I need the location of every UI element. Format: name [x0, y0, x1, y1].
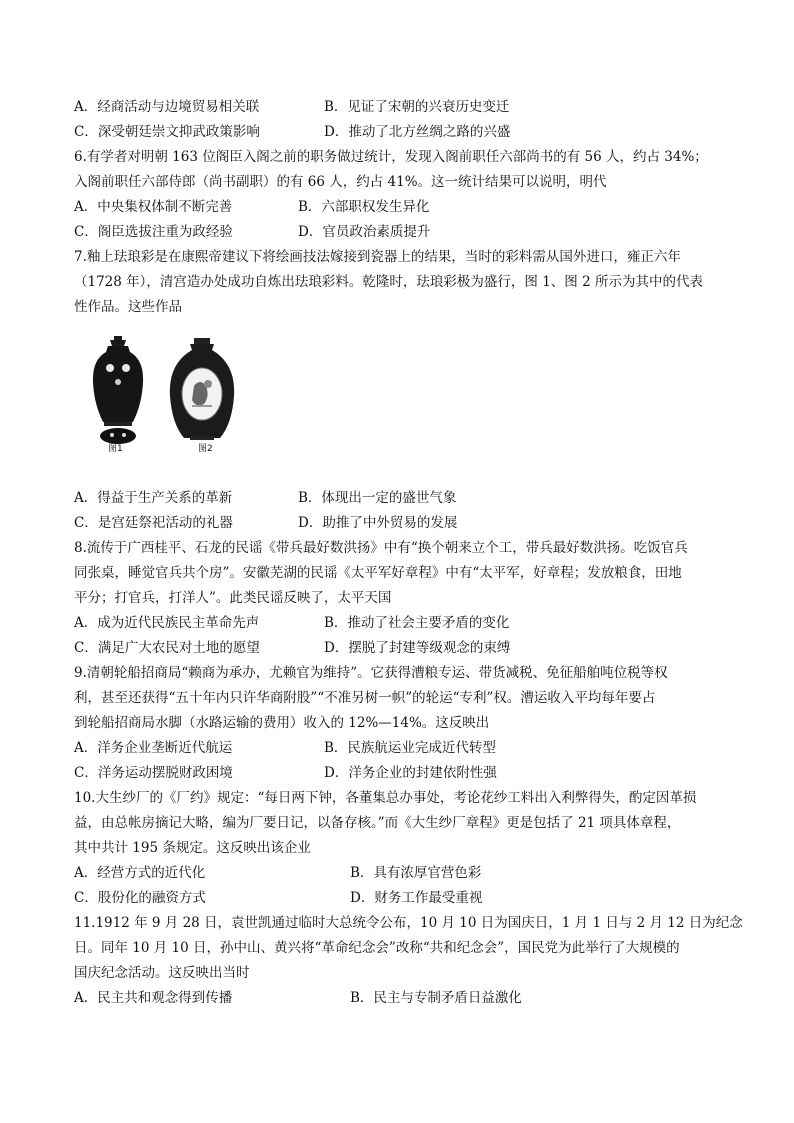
q10-stem-line-3: 其中共计 195 条规定。这反映出该企业: [74, 840, 311, 856]
q8-option-c[interactable]: C．满足广大农民对土地的愿望: [74, 640, 260, 656]
q8-stem-line-2: 同张桌，睡觉官兵共个房”。安徽芜湖的民谣《太平军好章程》中有“太平军，好章程；发放粮食，田地: [74, 565, 682, 581]
q9-stem-line-2: 利，甚至还获得“五十年内只许华商附股”“不准另树一帜”的轮运“专利”权。漕运收入平均每年要占: [74, 690, 656, 706]
q11-option-b[interactable]: B．民主与专制矛盾日益激化: [350, 990, 522, 1006]
q8-option-a[interactable]: A．成为近代民族民主革命先声: [74, 615, 260, 631]
q10-option-a[interactable]: A．经营方式的近代化: [74, 865, 206, 881]
q7-stem-line-3: 性作品。这些作品: [74, 299, 182, 315]
q9-option-b[interactable]: B．民族航运业完成近代转型: [324, 740, 496, 756]
q6-stem-line-2: 入阁前职任六部侍郎（尚书副职）的有 66 人，约占 41%。这一统计结果可以说明，明代: [74, 174, 607, 190]
q9-option-c[interactable]: C．洋务运动摆脱财政困境: [74, 765, 233, 781]
q7-option-b[interactable]: B．体现出一定的盛世气象: [298, 490, 457, 506]
q10-option-d[interactable]: D．财务工作最受重视: [350, 890, 483, 906]
q6-option-c[interactable]: C．阁臣选拔注重为政经验: [74, 224, 233, 240]
figure-1-vase-image: [88, 336, 148, 446]
q9-stem-line-1: 9.清朝轮船招商局“赖商为承办，尤赖官为维持”。它获得漕粮专运、带货减税、免征船舶吨位税等权: [74, 665, 668, 681]
figure-2-label: 图2: [198, 444, 213, 454]
q6-option-b[interactable]: B．六部职权发生异化: [298, 199, 430, 215]
q9-option-a[interactable]: A．洋务企业垄断近代航运: [74, 740, 233, 756]
q11-option-a[interactable]: A．民主共和观念得到传播: [74, 990, 233, 1006]
q7-option-c[interactable]: C．是宫廷祭祀活动的礼器: [74, 515, 233, 531]
q7-stem-line-2: （1728 年），清宫造办处成功自炼出珐琅彩料。乾隆时，珐琅彩极为盛行，图 1、图 2 所示为其中的代表: [74, 274, 703, 290]
figure-1-label: 图1: [108, 444, 123, 454]
q10-option-c[interactable]: C．股份化的融资方式: [74, 890, 206, 906]
q11-stem-line-2: 日。同年 10 月 10 日，孙中山、黄兴将“革命纪念会”改称“共和纪念会”，国民党为此举行了大规模的: [74, 940, 680, 956]
q6-option-d[interactable]: D．官员政治素质提升: [298, 224, 431, 240]
q9-option-d[interactable]: D．洋务企业的封建依附性强: [324, 765, 497, 781]
q10-stem-line-2: 益，由总帐房摘记大略，编为厂要日记，以备存核。”而《大生纱厂章程》更是包括了 21 项具体章程，: [74, 815, 681, 831]
q5-option-c[interactable]: C．深受朝廷崇文抑武政策影响: [74, 124, 260, 140]
q9-stem-line-3: 到轮船招商局水脚（水路运输的费用）收入的 12%—14%。这反映出: [74, 715, 490, 731]
q11-stem-line-3: 国庆纪念活动。这反映出当时: [74, 965, 250, 981]
q8-stem-line-3: 平分；打官兵，打洋人”。此类民谣反映了，太平天国: [74, 590, 392, 606]
q10-stem-line-1: 10.大生纱厂的《厂约》规定：“每日两下钟，各董集总办事处，考论花纱工料出入利弊得失，酌定因革损: [74, 790, 697, 806]
q11-stem-line-1: 11.1912 年 9 月 28 日，袁世凯通过临时大总统令公布，10 月 10 日为国庆日，1 月 1 日与 2 月 12 日为纪念: [74, 915, 743, 931]
q10-option-b[interactable]: B．具有浓厚官营色彩: [350, 865, 482, 881]
q7-option-a[interactable]: A．得益于生产关系的革新: [74, 490, 233, 506]
q8-option-b[interactable]: B．推动了社会主要矛盾的变化: [324, 615, 510, 631]
q6-stem-line-1: 6.有学者对明朝 163 位阁臣入阁之前的职务做过统计，发现入阁前职任六部尚书的有 56 人，约占 34%；: [74, 149, 708, 165]
q6-option-a[interactable]: A．中央集权体制不断完善: [74, 199, 233, 215]
q5-option-b[interactable]: B．见证了宋朝的兴衰历史变迁: [324, 99, 510, 115]
q5-option-d[interactable]: D．推动了北方丝绸之路的兴盛: [324, 124, 511, 140]
q8-option-d[interactable]: D．摆脱了封建等级观念的束缚: [324, 640, 511, 656]
q8-stem-line-1: 8.流传于广西桂平、石龙的民谣《带兵最好数洪扬》中有“换个朝来立个工，带兵最好数洪扬。吃饭官兵: [74, 540, 688, 556]
q5-option-a[interactable]: A．经商活动与边境贸易相关联: [74, 99, 260, 115]
q7-figures: [84, 336, 244, 456]
q7-stem-line-1: 7.釉上珐琅彩是在康熙帝建议下将绘画技法嫁接到瓷器上的结果，当时的彩料需从国外进口，雍正六年: [74, 249, 681, 265]
figure-2-vase-image: [164, 336, 240, 446]
q7-option-d[interactable]: D．助推了中外贸易的发展: [298, 515, 458, 531]
